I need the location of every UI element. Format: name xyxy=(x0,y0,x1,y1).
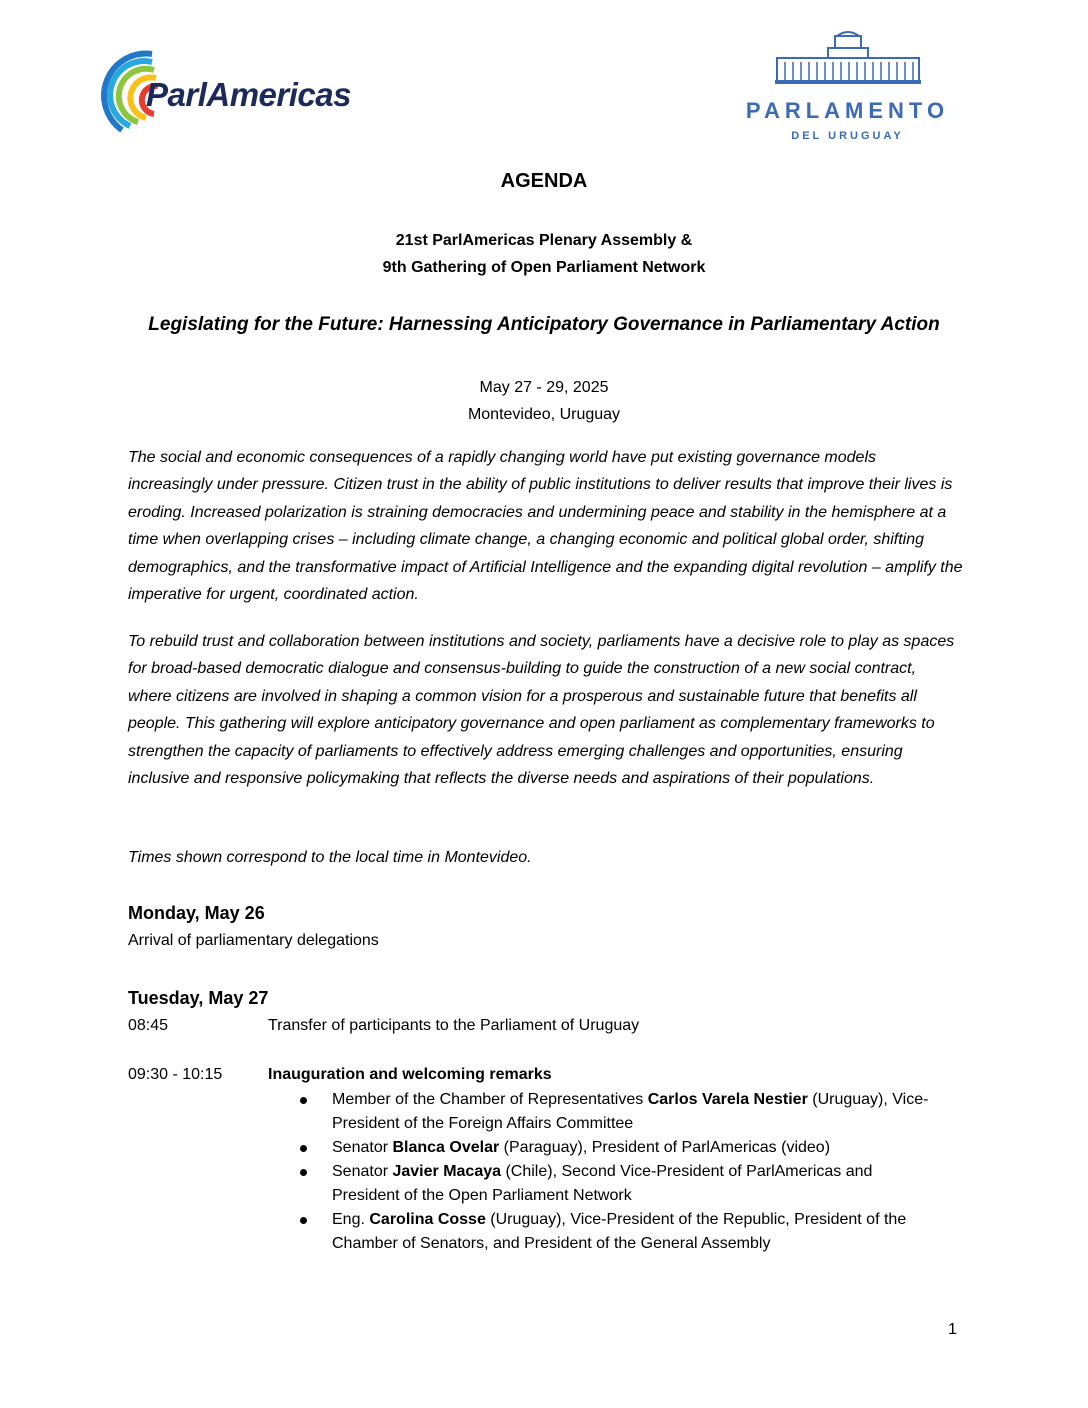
intro-paragraph-1: The social and economic consequences of a rapidly changing world have put existing governance models increasingly under pressure. Citizen trust in the ability of public institutions to deliver results that improve their lives is eroding. Increased polarization is straining democracies and undermining peace and stability in the hemisphere at a time when overlapping crises – including climate change, a changing economic and political global order, shifting demographics, and the transformative impact of Artificial Intelligence and the expanding digital revolution – amplify the imperative for urgent, coordinated action. xyxy=(128,449,963,604)
page-number: 1 xyxy=(948,1321,957,1338)
parlamento-uruguay-logo xyxy=(735,30,960,148)
intro-paragraph-2: To rebuild trust and collaboration between institutions and society, parliaments have a decisive role to play as spaces for broad-based democratic dialogue and consensus-building to guide the construction of a new social contract, where citizens are involved in shaping a common vision for a prosperous and sustainable future that benefits all people. This gathering will explore anticipatory governance and open parliament as complementary frameworks to strengthen the capacity of parliaments to effectively address emerging challenges and opportunities, ensuring inclusive and responsive policymaking that reflects the diverse needs and aspirations of their populations. xyxy=(128,633,955,788)
event-subtitle-line1: 21st ParlAmericas Plenary Assembly & xyxy=(395,232,693,249)
time-zone-note: Times shown correspond to the local time in Montevideo. xyxy=(128,849,532,866)
session-time: 08:45 xyxy=(128,1017,169,1034)
document-title: AGENDA xyxy=(500,170,588,192)
day-note-monday: Arrival of parliamentary delegations xyxy=(128,932,379,949)
bullet-icon xyxy=(300,1169,307,1176)
day-heading-tuesday: Tuesday, May 27 xyxy=(128,988,269,1008)
event-subtitle-line2: 9th Gathering of Open Parliament Network xyxy=(382,259,706,276)
session-time: 09:30 - 10:15 xyxy=(128,1066,223,1083)
speaker-role: (Paraguay), President of ParlAmericas (video) xyxy=(499,1139,831,1156)
bullet-icon xyxy=(300,1145,307,1152)
parlamericas-wordmark: ParlAmericas xyxy=(146,76,351,113)
speaker-item xyxy=(296,1136,936,1160)
del-uruguay-wordmark: DEL URUGUAY xyxy=(791,130,904,142)
bullet-icon xyxy=(300,1217,307,1224)
speaker-name: Javier Macaya xyxy=(392,1163,502,1180)
speaker-prefix: Senator xyxy=(332,1163,393,1180)
event-location: Montevideo, Uruguay xyxy=(467,406,621,423)
speaker-role: (Chile), Second Vice-President of ParlAmericas and President of the Open Parliament Network xyxy=(332,1163,873,1204)
parlamericas-logo xyxy=(100,48,410,138)
speaker-item xyxy=(296,1208,936,1256)
speaker-name: Carolina Cosse xyxy=(369,1211,486,1228)
parlamento-wordmark: PARLAMENTO xyxy=(745,98,950,123)
speaker-prefix: Member of the Chamber of Representatives xyxy=(332,1091,648,1108)
event-theme: Legislating for the Future: Harnessing Anticipatory Governance in Parliamentary Action xyxy=(148,314,940,335)
speaker-name: Carlos Varela Nestier xyxy=(647,1091,808,1108)
speaker-prefix: Senator xyxy=(332,1139,393,1156)
day-heading-monday: Monday, May 26 xyxy=(128,903,265,923)
speaker-item xyxy=(296,1160,936,1208)
speaker-role: (Uruguay), Vice-President of the Foreign Affairs Committee xyxy=(332,1091,929,1132)
speaker-item xyxy=(296,1088,936,1136)
speaker-prefix: Eng. xyxy=(332,1211,370,1228)
speaker-name: Blanca Ovelar xyxy=(392,1139,500,1156)
speaker-list xyxy=(296,1088,936,1256)
session-title: Transfer of participants to the Parliament of Uruguay xyxy=(268,1017,640,1034)
bullet-icon xyxy=(300,1097,307,1104)
speaker-role: (Uruguay), Vice-President of the Republic, President of the Chamber of Senators, and President of the General Assembly xyxy=(332,1211,907,1252)
event-date: May 27 - 29, 2025 xyxy=(479,379,609,396)
session-title: Inauguration and welcoming remarks xyxy=(268,1066,552,1083)
parliament-building-icon xyxy=(773,30,923,86)
